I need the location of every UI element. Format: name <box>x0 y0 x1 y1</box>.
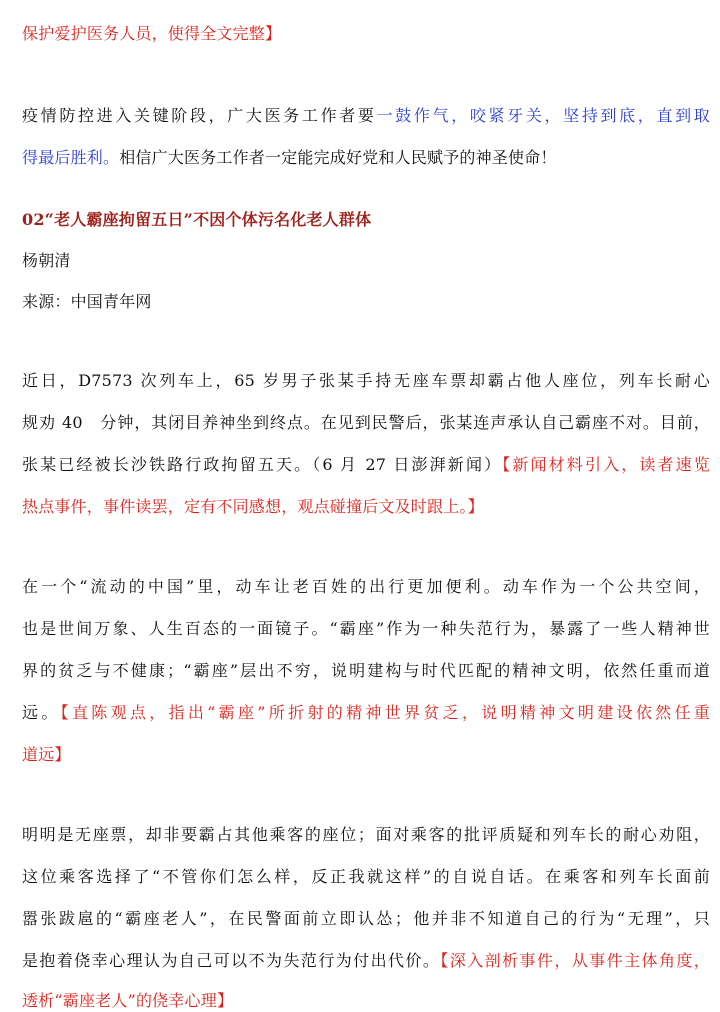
para2-text: 张某已经被长沙铁路行政拘留五天。（6 月 27 日澎湃新闻） <box>22 455 503 474</box>
para4-annotation: 【深入剖析事件，从事件主体角度， <box>440 951 710 970</box>
article-source: 来源：中国青年网 <box>22 292 152 311</box>
para3-annotation: 【直陈观点，指出“霸座”所折射的精神世界贫乏，说明精神文明建设依然任重 <box>60 703 710 722</box>
para2-annotation: 【新闻材料引入，读者速览 <box>502 455 710 474</box>
para4-line4 <box>22 950 710 972</box>
para4-text: 是抱着侥幸心理认为自己可以不为失范行为付出代价。 <box>22 951 441 970</box>
para2-annotation-end: 热点事件，事件读罢，定有不同感想，观点碰撞后文及时跟上。】 <box>22 497 484 516</box>
para1-text-end: 相信广大医务工作者一定能完成好党和人民赋予的神圣使命！ <box>119 148 557 167</box>
para2-line2: 规劝 40 分钟，其闭目养神坐到终点。在见到民警后，张某连声承认自己霸座不对。目前， <box>22 413 710 432</box>
para3-line1: 在一个“流动的中国”里，动车让老百姓的出行更加便利。动车作为一个公共空间， <box>22 577 710 596</box>
para3-line2: 也是世间万象、人生百态的一面镜子。“霸座”作为一种失范行为，暴露了一些人精神世 <box>22 619 710 638</box>
top-annotation: 保护爱护医务人员，使得全文完整】 <box>22 24 282 43</box>
para1-blue-highlight-end: 得最后胜利。 <box>22 148 120 167</box>
para4-annotation-end: 透析“霸座老人”的侥幸心理】 <box>22 991 234 1010</box>
para4-line2: 这位乘客选择了“不管你们怎么样，反正我就这样”的自说自话。在乘客和列车长面前 <box>22 867 710 886</box>
para2-line3 <box>22 454 710 476</box>
para3-line4 <box>22 702 710 724</box>
para1-text: 疫情防控进入关键阶段，广大医务工作者要 <box>22 106 377 125</box>
para3-text: 远。 <box>22 703 61 722</box>
para3-annotation-end: 道远】 <box>22 745 71 764</box>
para3-line3: 界的贫乏与不健康；“霸座”层出不穷，说明建构与时代匹配的精神文明，依然任重而道 <box>22 661 710 680</box>
para4-line1: 明明是无座票，却非要霸占其他乘客的座位；面对乘客的批评质疑和列车长的耐心劝阻， <box>22 825 710 844</box>
article-title: 02“老人霸座拘留五日”不因个体污名化老人群体 <box>22 210 372 229</box>
para2-line1: 近日，D7573 次列车上，65 岁男子张某手持无座车票却霸占他人座位，列车长耐心 <box>22 371 710 390</box>
para1-blue-highlight: 一鼓作气，咬紧牙关，坚持到底，直到取 <box>376 106 710 125</box>
para4-line3: 嚣张跋扈的“霸座老人”，在民警面前立即认怂；他并非不知道自己的行为“无理”，只 <box>22 909 710 928</box>
para1-line2 <box>22 147 710 169</box>
para1-line1 <box>22 105 710 127</box>
article-author: 杨朝清 <box>22 251 71 270</box>
